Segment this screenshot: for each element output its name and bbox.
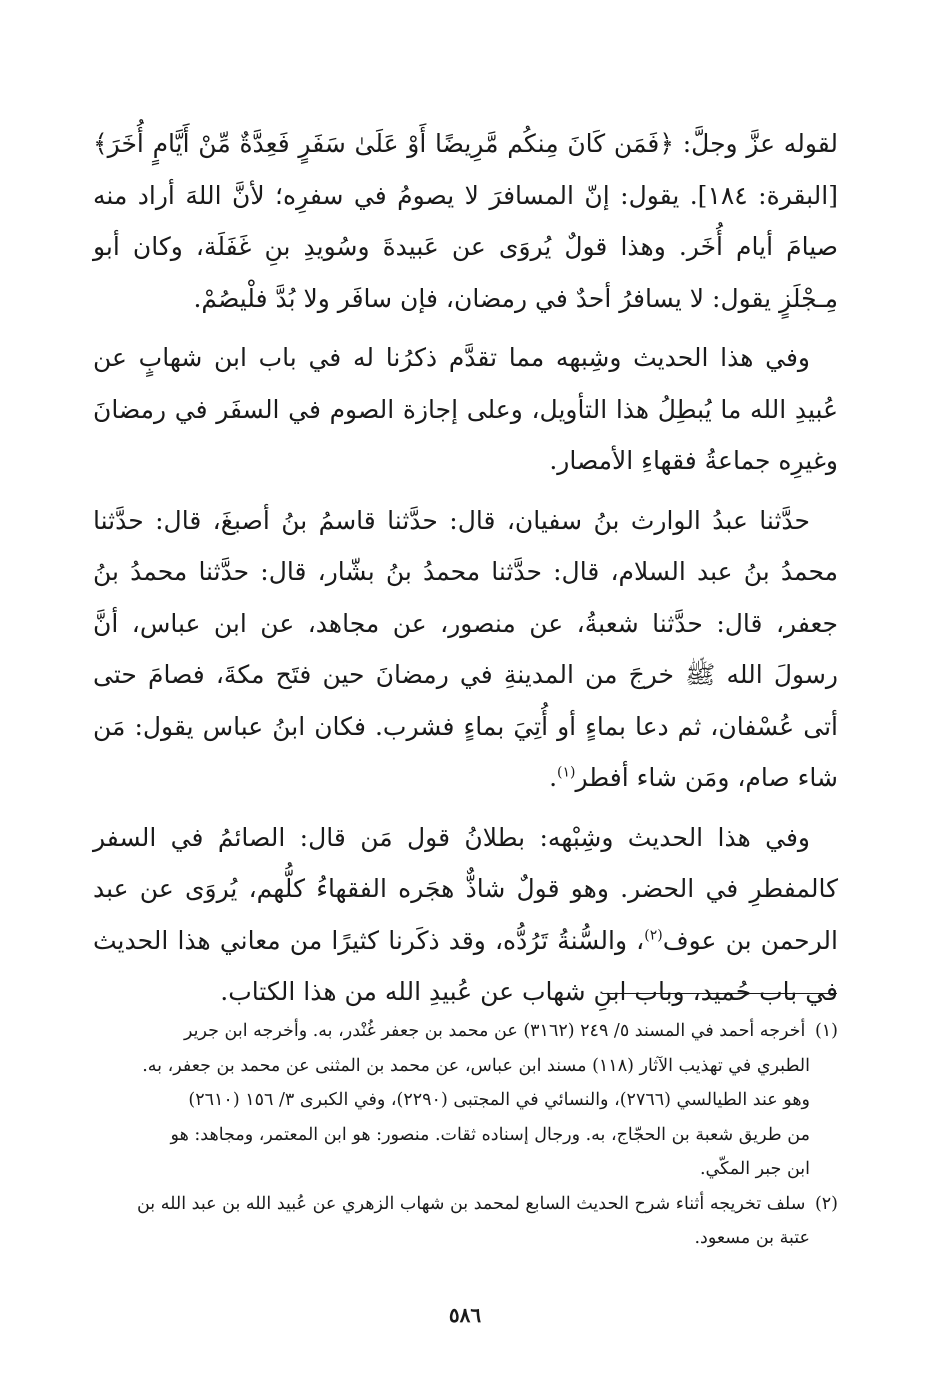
paragraph-1-text: [البقرة: ١٨٤]. يقول: إنّ المسافرَ لا يصومُ في سفرِه؛ لأنَّ اللهَ أراد منه صيامَ أيام أُخَر. وهذا قولٌ يُروَى عن عَبيدةَ وسُويدِ بنِ غَفَلَة، وكان أبو مِـجْلَزٍ يقول: لا يسافرُ أحدٌ في رمضان، فإن سافَر ولا بُدَّ فلْيصُمْ. [93,180,838,313]
paragraph-3 [93,495,838,804]
footnote-1-line-5: ابن جبر المكّي. [699,1159,810,1179]
footnote-1-text-1: أخرجه أحمد في المسند ٥/ ٢٤٩ (٣١٦٢) عن محمد بن جعفر غُنْدر، به. وأخرجه ابن جرير [183,1021,806,1041]
footnotes [93,1014,838,1256]
footnote-1-number: (١) [814,1021,838,1041]
footnote-1-line-3: وهو عند الطيالسي (٢٧٦٦)، والنسائي في المجتبى (٢٢٩٠)، وفي الكبرى ٣/ ١٥٦ (٢٦١٠) [188,1090,810,1110]
paragraph-4-text-1: وفي هذا الحديث وشِبْهه: بطلانُ قول مَن قال: الصائمُ في السفر كالمفطرِ في الحضر. وهو قولٌ شاذٌّ هجَره الفقهاءُ كلُّهم، يُروَى عن عبد الرحمن بن عوف [93,822,838,955]
footnote-1-line-4: من طريق شعبة بن الحجّاج، به. ورجال إسناده ثقات. منصور: هو ابن المعتمر، ومجاهد: هو [170,1124,810,1145]
footnote-1-line-2: الطبري في تهذيب الآثار (١١٨) مسند ابن عباس، عن محمد بن المثنى عن محمد بن جعفر، به. [142,1055,810,1076]
main-text [93,118,838,1026]
footnote-1-line-1 [93,1014,838,1049]
footnote-2-line-2: عتبة بن مسعود. [694,1228,810,1248]
paragraph-4-text-2: ، والسُّنةُ تَرُدُّه، وقد ذكَرنا كثيرًا من معاني هذا الحديث في باب حُميد، وباب ابنِ شهاب عن عُبيدِ الله من هذا الكتاب. [93,925,838,1006]
page-number: ٥٨٦ [448,1303,482,1327]
footnote-ref-1[interactable]: (١) [557,764,576,781]
paragraph-3-text: حدَّثنا عبدُ الوارث بنُ سفيان، قال: حدَّثنا قاسمُ بنُ أصبغَ، قال: حدَّثنا محمدُ بنُ عبد السلام، قال: حدَّثنا محمدُ بنُ بشّار، قال: حدَّثنا محمدُ بنُ جعفر، قال: حدَّثنا شعبةُ، عن منصور، عن مجاهد، عن ابن عباس، أنَّ رسولَ الله ﷺ خرجَ من المدينةِ في رمضانَ حين فتَح مكةَ، فصامَ حتى أتى عُسْفان، ثم دعا بماءٍ أو أُتِيَ بماءٍ فشرب. فكان ابنُ عباس يقول: مَن شاء صام، ومَن شاء أفطر [93,505,838,792]
paragraph-1-intro: لقوله عزَّ وجلَّ: [674,129,838,158]
footnote-2 [93,1187,838,1256]
paragraph-2: وفي هذا الحديث وشِبهه مما تقدَّم ذكرُنا له في باب ابن شهابٍ عن عُبيدِ الله ما يُبطِلُ هذا التأويل، وعلى إجازة الصوم في السفَر في رمضانَ وغيرِه جماعةُ فقهاءِ الأمصار. [93,343,838,475]
paragraph-3-end: . [549,763,558,792]
footnote-1 [93,1014,838,1187]
footnote-2-text-1: سلف تخريجه أثناء شرح الحديث السابع لمحمد بن شهاب الزهري عن عُبيد الله بن عبد الله بن [136,1193,806,1214]
footnote-2-number: (٢) [814,1193,838,1214]
quran-verse: ﴿فَمَن كَانَ مِنكُم مَّرِيضًا أَوْ عَلَىٰ سَفَرٍ فَعِدَّةٌ مِّنْ أَيَّامٍ أُخَرَ﴾ [93,129,675,158]
footnote-separator [602,993,837,994]
paragraph-1 [93,118,838,324]
footnote-ref-2[interactable]: (٢) [644,927,663,944]
footnote-2-line-1 [93,1187,838,1222]
paragraph-4 [93,812,838,1018]
